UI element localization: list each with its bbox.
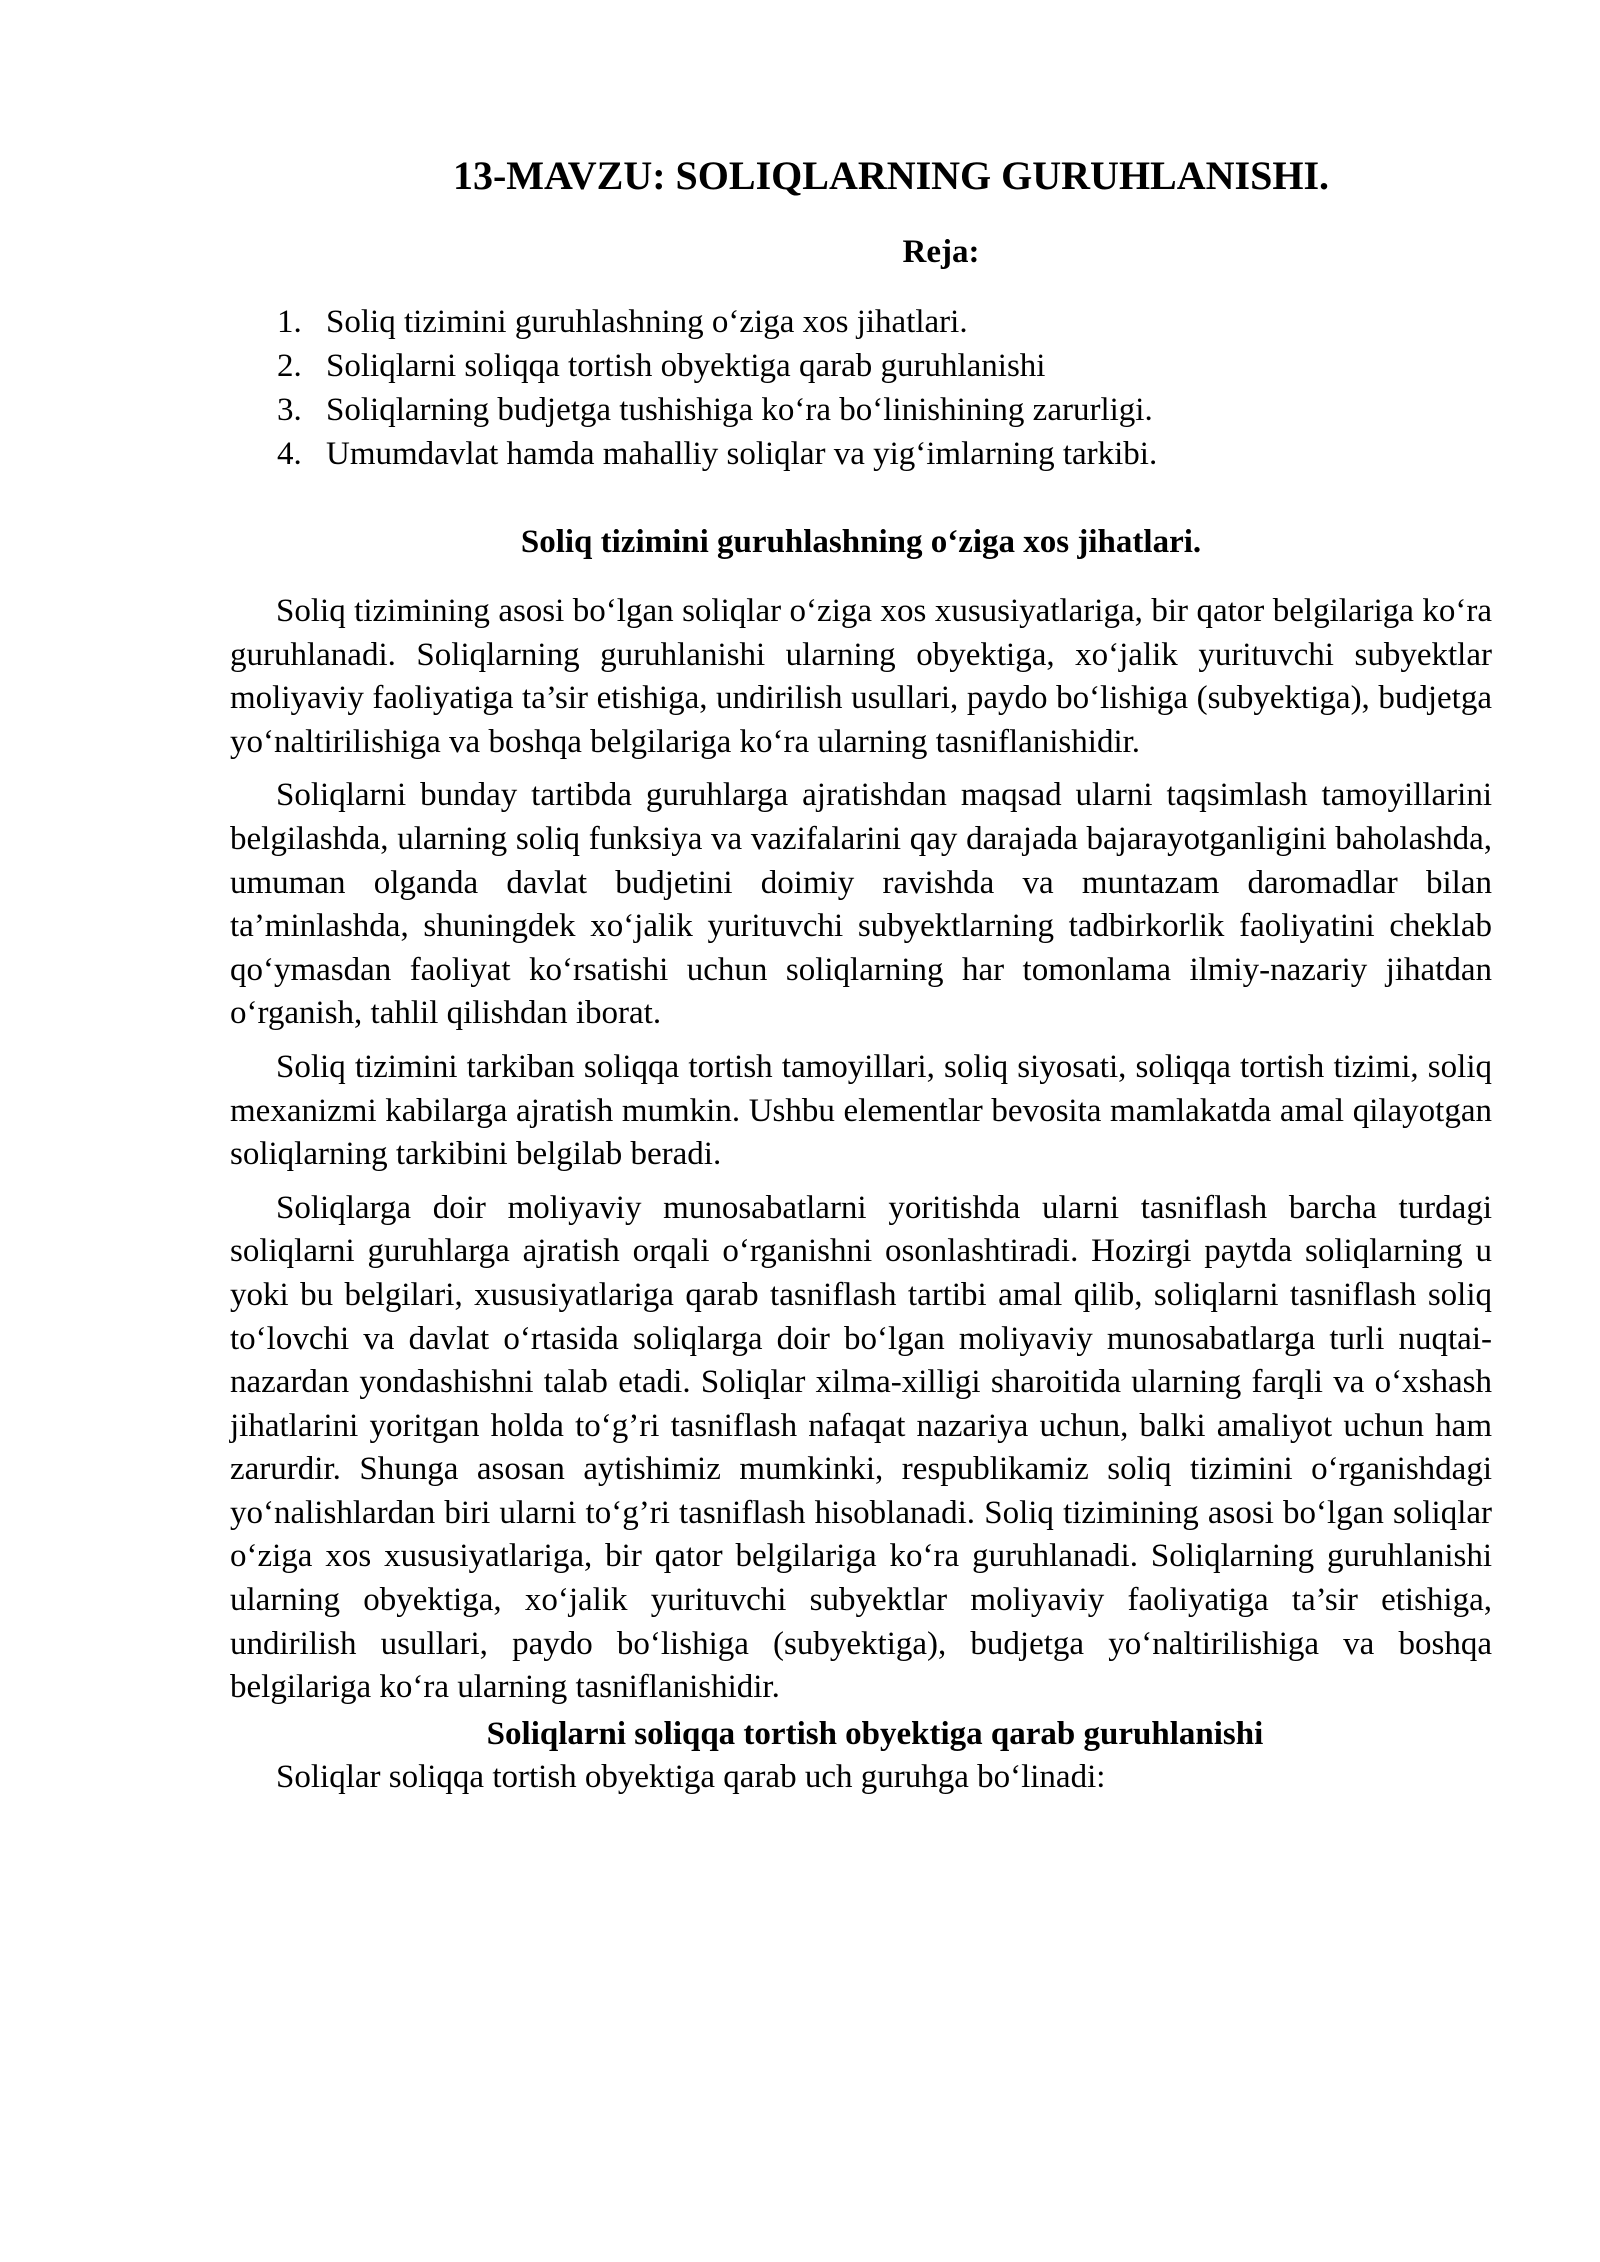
plan-item: [230, 388, 1492, 432]
body-paragraph: Soliq tizimini tarkiban soliqqa tortish tamoyillari, soliq siyosati, soliqqa tortish tizimi, soliq mexanizmi kabilarga ajratish mumkin. Ushbu elementlar bevosita mamlakatda amal qilayotgan soliqlarning tarkibini belgilab beradi.: [230, 1048, 1492, 1173]
plan-item: [230, 300, 1492, 344]
closing-paragraph: Soliqlar soliqqa tortish obyektiga qarab uch guruhga bo‘linadi:: [276, 1758, 1106, 1795]
plan-item-text: Soliq tizimini guruhlashning o‘ziga xos jihatlari.: [326, 304, 968, 340]
plan-item-number: 3.: [277, 392, 302, 428]
plan-item-number: 1.: [277, 304, 302, 340]
plan-item-number: 4.: [277, 436, 302, 472]
document-title: 13-MAVZU: SOLIQLARNING GURUHLANISHI.: [452, 153, 1330, 198]
body-paragraph: Soliq tizimining asosi bo‘lgan soliqlar o‘ziga xos xususiyatlariga, bir qator belgilariga ko‘ra guruhlanadi. Soliqlarning guruhlanishi ularning obyektiga, xo‘jalik yurituvchi subyektlar moliyaviy faoliyatiga ta’sir etishiga, undirilish usullari, paydo bo‘lishiga (subyektiga), budjetga yo‘naltirilishiga va boshqa belgilariga ko‘ra ularning tasniflanishidir.: [230, 593, 1492, 760]
plan-item-text: Soliqlarni soliqqa tortish obyektiga qarab guruhlanishi: [326, 348, 1046, 384]
plan-heading: Reja:: [902, 234, 980, 270]
section-heading: Soliqlarni soliqqa tortish obyektiga qarab guruhlanishi: [486, 1715, 1264, 1752]
plan-item-text: Soliqlarning budjetga tushishiga ko‘ra bo‘linishining zarurligi.: [326, 392, 1153, 428]
body-paragraph: Soliqlarga doir moliyaviy munosabatlarni yoritishda ularni tasniflash barcha turdagi soliqlarni guruhlarga ajratish orqali o‘rganishni osonlashtiradi. Hozirgi paytda soliqlarning u yoki bu belgilari, xususiyatlariga qarab tasniflash tartibi amal qilib, soliqlarni tasniflash soliq to‘lovchi va davlat o‘rtasida soliqlarga doir bo‘lgan moliyaviy munosabatlarga turli nuqtai-nazardan yondashishni talab etadi. Soliqlar xilma-xilligi sharoitida ularning farqli va o‘xshash jihatlarini yoritgan holda to‘g’ri tasniflash nafaqat nazariya uchun, balki amaliyot uchun ham zarurdir. Shunga asosan aytishimiz mumkinki, respublikamiz soliq tizimini o‘rganishdagi yo‘nalishlardan biri ularni to‘g’ri tasniflash hisoblanadi. Soliq tizimining asosi bo‘lgan soliqlar o‘ziga xos xususiyatlariga, bir qator belgilariga ko‘ra guruhlanadi. Soliqlarning guruhlanishi ularning obyektiga, xo‘jalik yurituvchi subyektlar moliyaviy faoliyatiga ta’sir etishiga, undirilish usullari, paydo bo‘lishiga (subyektiga), budjetga yo‘naltirilishiga va boshqa belgilariga ko‘ra ularning tasniflanishidir.: [230, 1189, 1492, 1706]
plan-item-number: 2.: [277, 348, 302, 384]
plan-item-text: Umumdavlat hamda mahalliy soliqlar va yig‘imlarning tarkibi.: [326, 436, 1158, 472]
plan-item: [230, 344, 1492, 388]
plan-item: [230, 432, 1492, 476]
body-paragraph: Soliqlarni bunday tartibda guruhlarga ajratishdan maqsad ularni taqsimlash tamoyillarini belgilashda, ularning soliq funksiya va vazifalarini qay darajada bajarayotganligini baholashda, umuman olganda davlat budjetini doimiy ravishda va muntazam daromadlar bilan ta’minlashda, shuningdek xo‘jalik yurituvchi subyektlarning tadbirkorlik faoliyatini cheklab qo‘ymasdan faoliyat ko‘rsatishi uchun soliqlarning har tomonlama ilmiy-nazariy jihatdan o‘rganish, tahlil qilishdan iborat.: [230, 777, 1492, 1032]
section-heading: Soliq tizimini guruhlashning o‘ziga xos jihatlari.: [520, 524, 1202, 560]
document-page: [230, 150, 1492, 1799]
plan-list: [230, 300, 1492, 476]
